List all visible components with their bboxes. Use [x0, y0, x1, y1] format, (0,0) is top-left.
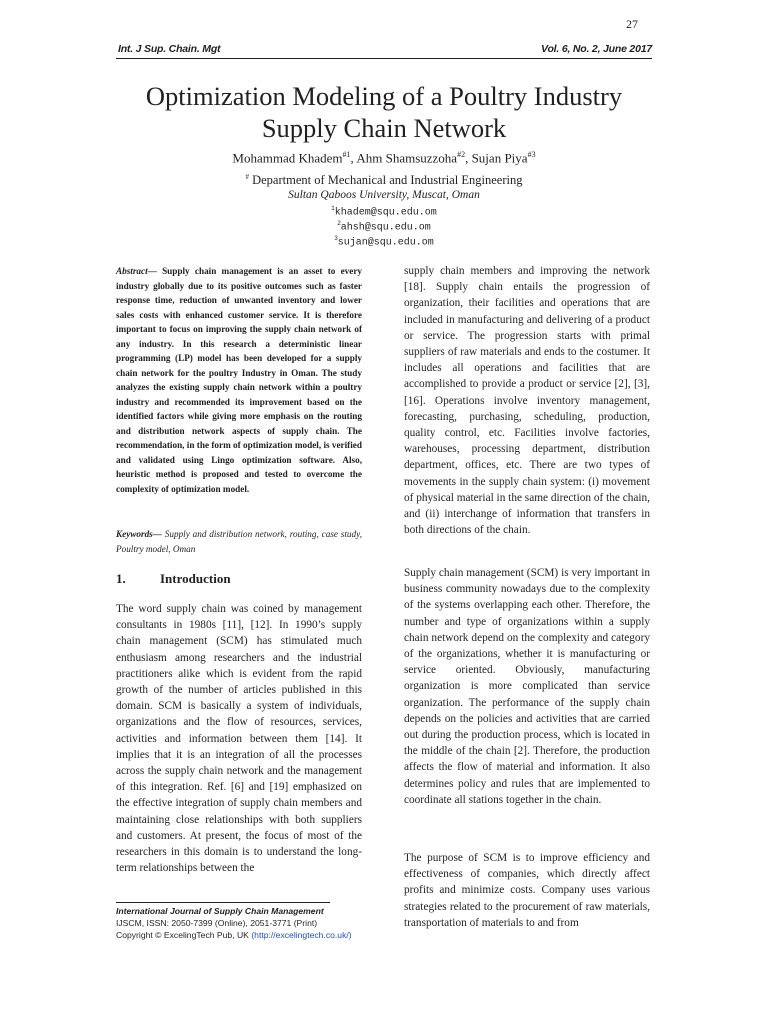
abstract-dash: — — [147, 266, 157, 276]
paper-title — [100, 80, 668, 144]
paragraph-text: The purpose of SCM is to improve efficiency and effectiveness of companies, which directly affect profits and minimize costs. Company uses various strategies related to the procurement of raw materials, transportation of materials to and from — [404, 852, 650, 929]
author-name: Mohammad Khadem — [232, 150, 343, 166]
keywords-text: Supply and distribution network, routing, case study, Poultry model, Oman — [116, 529, 362, 554]
publisher-link[interactable]: (http://excelingtech.co.uk/) — [251, 930, 352, 940]
department-mark: # — [245, 173, 249, 181]
author-name: Sujan Piya — [471, 150, 528, 166]
footnote-copyright-line — [116, 929, 352, 941]
title-line-1: Optimization Modeling of a Poultry Industry — [145, 81, 623, 111]
author-affiliation-mark: #1 — [342, 150, 351, 159]
author-affiliation-mark: #2 — [457, 150, 466, 159]
title-line-2: Supply Chain Network — [261, 113, 507, 143]
footnote — [116, 905, 352, 941]
email-mark: 1 — [331, 205, 335, 212]
intro-text: The word supply chain was coined by management consultants in 1980s [11], [12]. In 1990’s supply chain management (SCM) has stimulated much enthusiasm among researchers and the industrial practitioners alike which is evident from the rapid growth of the number of articles published in this domain. SCM is basically a system of individuals, organizations and the flow of resources, services, activities and information between them [14]. It implies that it is an integration of all the processes across the supply chain network and the management of this integration. Ref. [6] and [19] emphasized on the effective integration of supply chain members and maintaining close relationships with both suppliers and customers. At present, the focus of most of the researchers in this domain is to understand the long-term relationships between the — [116, 603, 362, 875]
abstract — [116, 264, 362, 496]
author-name: Ahm Shamsuzzoha — [356, 150, 458, 166]
department — [100, 173, 668, 188]
email-address[interactable]: khadem@squ.edu.om — [334, 207, 437, 219]
email-address[interactable]: sujan@squ.edu.om — [337, 237, 434, 249]
abstract-label: Abstract — [116, 266, 148, 276]
email-3[interactable] — [100, 235, 668, 248]
section-heading — [116, 571, 362, 587]
author-affiliation-mark: #3 — [527, 150, 536, 159]
university: Sultan Qaboos University, Muscat, Oman — [288, 189, 480, 201]
department-name: Department of Mechanical and Industrial Engineering — [252, 173, 523, 188]
running-header-volume: Vol. 6, No. 2, June 2017 — [541, 43, 652, 55]
paragraph-text: supply chain members and improving the network [18]. Supply chain entails the progression of organization, their facilities and operations that are included in manufacturing and delivering of a product or service. The progression starts with primal suppliers of raw materials and ends to the costumer. It includes all operations and facilities that are accomplished to provide a product or service [2], [3], [16]. Operations involve inventory management, forecasting, purchasing, scheduling, production, quality control, etc. Facilities involve factories, warehouses, processing department, distribution department, offices, etc. There are two types of movements in the supply chain system: (i) movement of physical material in the same direction of the chain, and (ii) interchange of information that transfers in both directions of the chain. — [404, 265, 650, 537]
email-2[interactable] — [100, 220, 668, 233]
intro-paragraph — [116, 601, 362, 876]
email-1[interactable] — [100, 205, 668, 218]
footnote-issn: IJSCM, ISSN: 2050-7399 (Online), 2051-3771 (Print) — [116, 918, 318, 928]
keywords-label: Keywords — [116, 529, 153, 539]
page-number: 27 — [626, 17, 638, 31]
footnote-journal: International Journal of Supply Chain Management — [116, 906, 324, 916]
section-title: Introduction — [160, 571, 231, 586]
running-header-journal: Int. J Sup. Chain. Mgt — [118, 43, 221, 55]
email-mark: 3 — [334, 235, 338, 242]
footnote-rule — [116, 902, 330, 903]
email-address[interactable]: ahsh@squ.edu.om — [340, 222, 431, 234]
keywords-dash: — — [152, 529, 162, 539]
email-mark: 2 — [337, 220, 341, 227]
right-paragraph-2 — [404, 565, 650, 808]
header-rule — [116, 58, 652, 59]
author-list: Mohammad Khadem$^{\#1}$, Ahm Shamsuzzoha$^{\#2}$, Sujan Piya$^{\#3}$ — [232, 150, 536, 166]
right-paragraph-1 — [404, 263, 650, 538]
paragraph-text: Supply chain management (SCM) is very important in business community nowadays due to the complexity of the systems overlapping each other. Therefore, the number and type of organizations within a supply chain network depend on the complexity and category of the organizations, whether it is manufacturing or service oriented. Obviously, manufacturing organization is more complicated than service organization. The performance of the supply chain depends on the policies and activities that are carried out during the production process, which is located in the middle of the chain [2]. Therefore, the production affects the flow of material and information. It also determines policy and rules that are implemented to coordinate all stations together in the chain. — [404, 567, 650, 806]
abstract-text: Supply chain management is an asset to every industry globally due to its positive outcomes such as faster response time, reduction of unwanted inventory and lower sales costs with enhanced customer service. It is therefore important to focus on improving the supply chain network of any industry. In this research a deterministic linear programming (LP) model has been developed for a supply chain network for the poultry Industry in Oman. The study analyzes the existing supply chain network within a poultry industry and recommended its improvement based on the identified factors while giving more emphasis on the routing and distribution network aspects of supply chain. The recommendation, in the form of optimization model, is verified and validated using Lingo optimization software. Also, heuristic method is proposed and tested to overcome the complexity of optimization model. — [116, 266, 362, 494]
section-number: 1. — [116, 571, 126, 586]
footnote-copyright: Copyright © ExcelingTech Pub, UK — [116, 930, 249, 940]
keywords — [116, 527, 362, 556]
right-paragraph-3 — [404, 850, 650, 931]
